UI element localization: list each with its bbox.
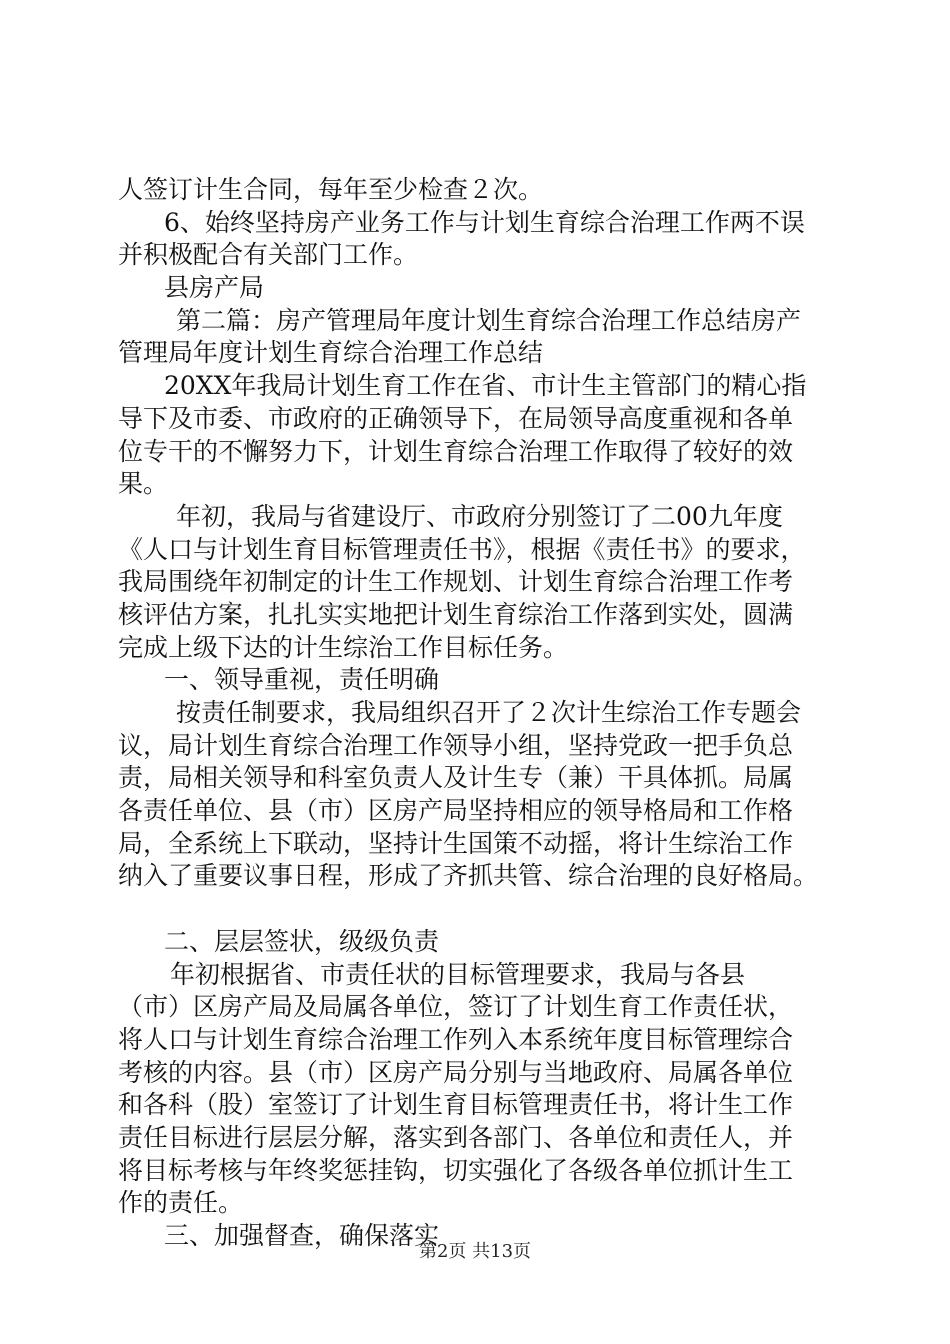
page-footer: 第2页 共13页 (418, 1241, 532, 1262)
text-line: 《人口与计划生育目标管理责任书》，根据《责任书》的要求， (118, 534, 806, 564)
text-line: 人签订计生合同，每年至少检查２次。 (118, 175, 544, 204)
text-line: 按责任制要求，我局组织召开了２次计生综治工作专题会 (176, 698, 802, 727)
text-line: 局，全系统上下联动，坚持计生国策不动摇，将计生综治工作 (118, 828, 794, 858)
section-heading: 管理局年度计划生育综合治理工作总结 (118, 338, 544, 368)
text-line: 核评估方案，扎扎实实地把计划生育综治工作落到实处，圆满 (118, 599, 794, 629)
text-line: 并积极配合有关部门工作。 (118, 240, 419, 270)
text-line: 纳入了重要议事日程，形成了齐抓共管、综合治理的良好格局。 (118, 861, 819, 891)
section-heading: 三、加强督查，确保落实 (164, 1221, 440, 1250)
signature-line: 县房产局 (164, 273, 265, 303)
text-line: 议，局计划生育综合治理工作领导小组，坚持党政一把手负总 (118, 730, 794, 760)
text-line: 20XX年我局计划生育工作在省、市计生主管部门的精心指 (164, 371, 807, 401)
section-heading: 第二篇：房产管理局年度计划生育综合治理工作总结房产 (176, 305, 802, 335)
text-line: 我局围绕年初制定的计生工作规划、计划生育综合治理工作考 (118, 567, 794, 597)
text-line: 年初，我局与省建设厅、市政府分别签订了二00九年度 (176, 501, 783, 531)
text-line: 将目标考核与年终奖惩挂钩，切实强化了各级各单位抓计生工 (118, 1155, 794, 1185)
text-line: 责任目标进行层层分解，落实到各部门、各单位和责任人，并 (118, 1122, 794, 1152)
text-line: 6、始终坚持房产业务工作与计划生育综合治理工作两不误 (164, 207, 805, 237)
text-line: （市）区房产局及局属各单位，签订了计划生育工作责任状， (118, 992, 794, 1022)
text-line: 导下及市委、市政府的正确领导下，在局领导高度重视和各单 (118, 403, 794, 433)
text-line: 将人口与计划生育综合治理工作列入本系统年度目标管理综合 (118, 1024, 794, 1054)
section-heading: 一、领导重视，责任明确 (164, 665, 440, 695)
text-line: 完成上级下达的计生综治工作目标任务。 (118, 632, 569, 662)
document-body (118, 174, 838, 1253)
section-heading: 二、层层签状，级级负责 (164, 926, 440, 956)
text-line: 各责任单位、县（市）区房产局坚持相应的领导格局和工作格 (118, 796, 794, 826)
paragraph-gap (118, 893, 838, 926)
text-line: 作的责任。 (118, 1188, 244, 1218)
text-line: 责，局相关领导和科室负责人及计生专（兼）干具体抓。局属 (118, 763, 794, 793)
text-line: 年初根据省、市责任状的目标管理要求，我局与各县 (170, 959, 746, 989)
text-line: 考核的内容。县（市）区房产局分别与当地政府、局属各单位 (118, 1057, 794, 1087)
text-line: 位专干的不懈努力下，计划生育综合治理工作取得了较好的效 (118, 436, 794, 466)
text-line: 果。 (118, 469, 169, 499)
text-line: 和各科（股）室签订了计划生育目标管理责任书，将计生工作 (118, 1090, 794, 1120)
